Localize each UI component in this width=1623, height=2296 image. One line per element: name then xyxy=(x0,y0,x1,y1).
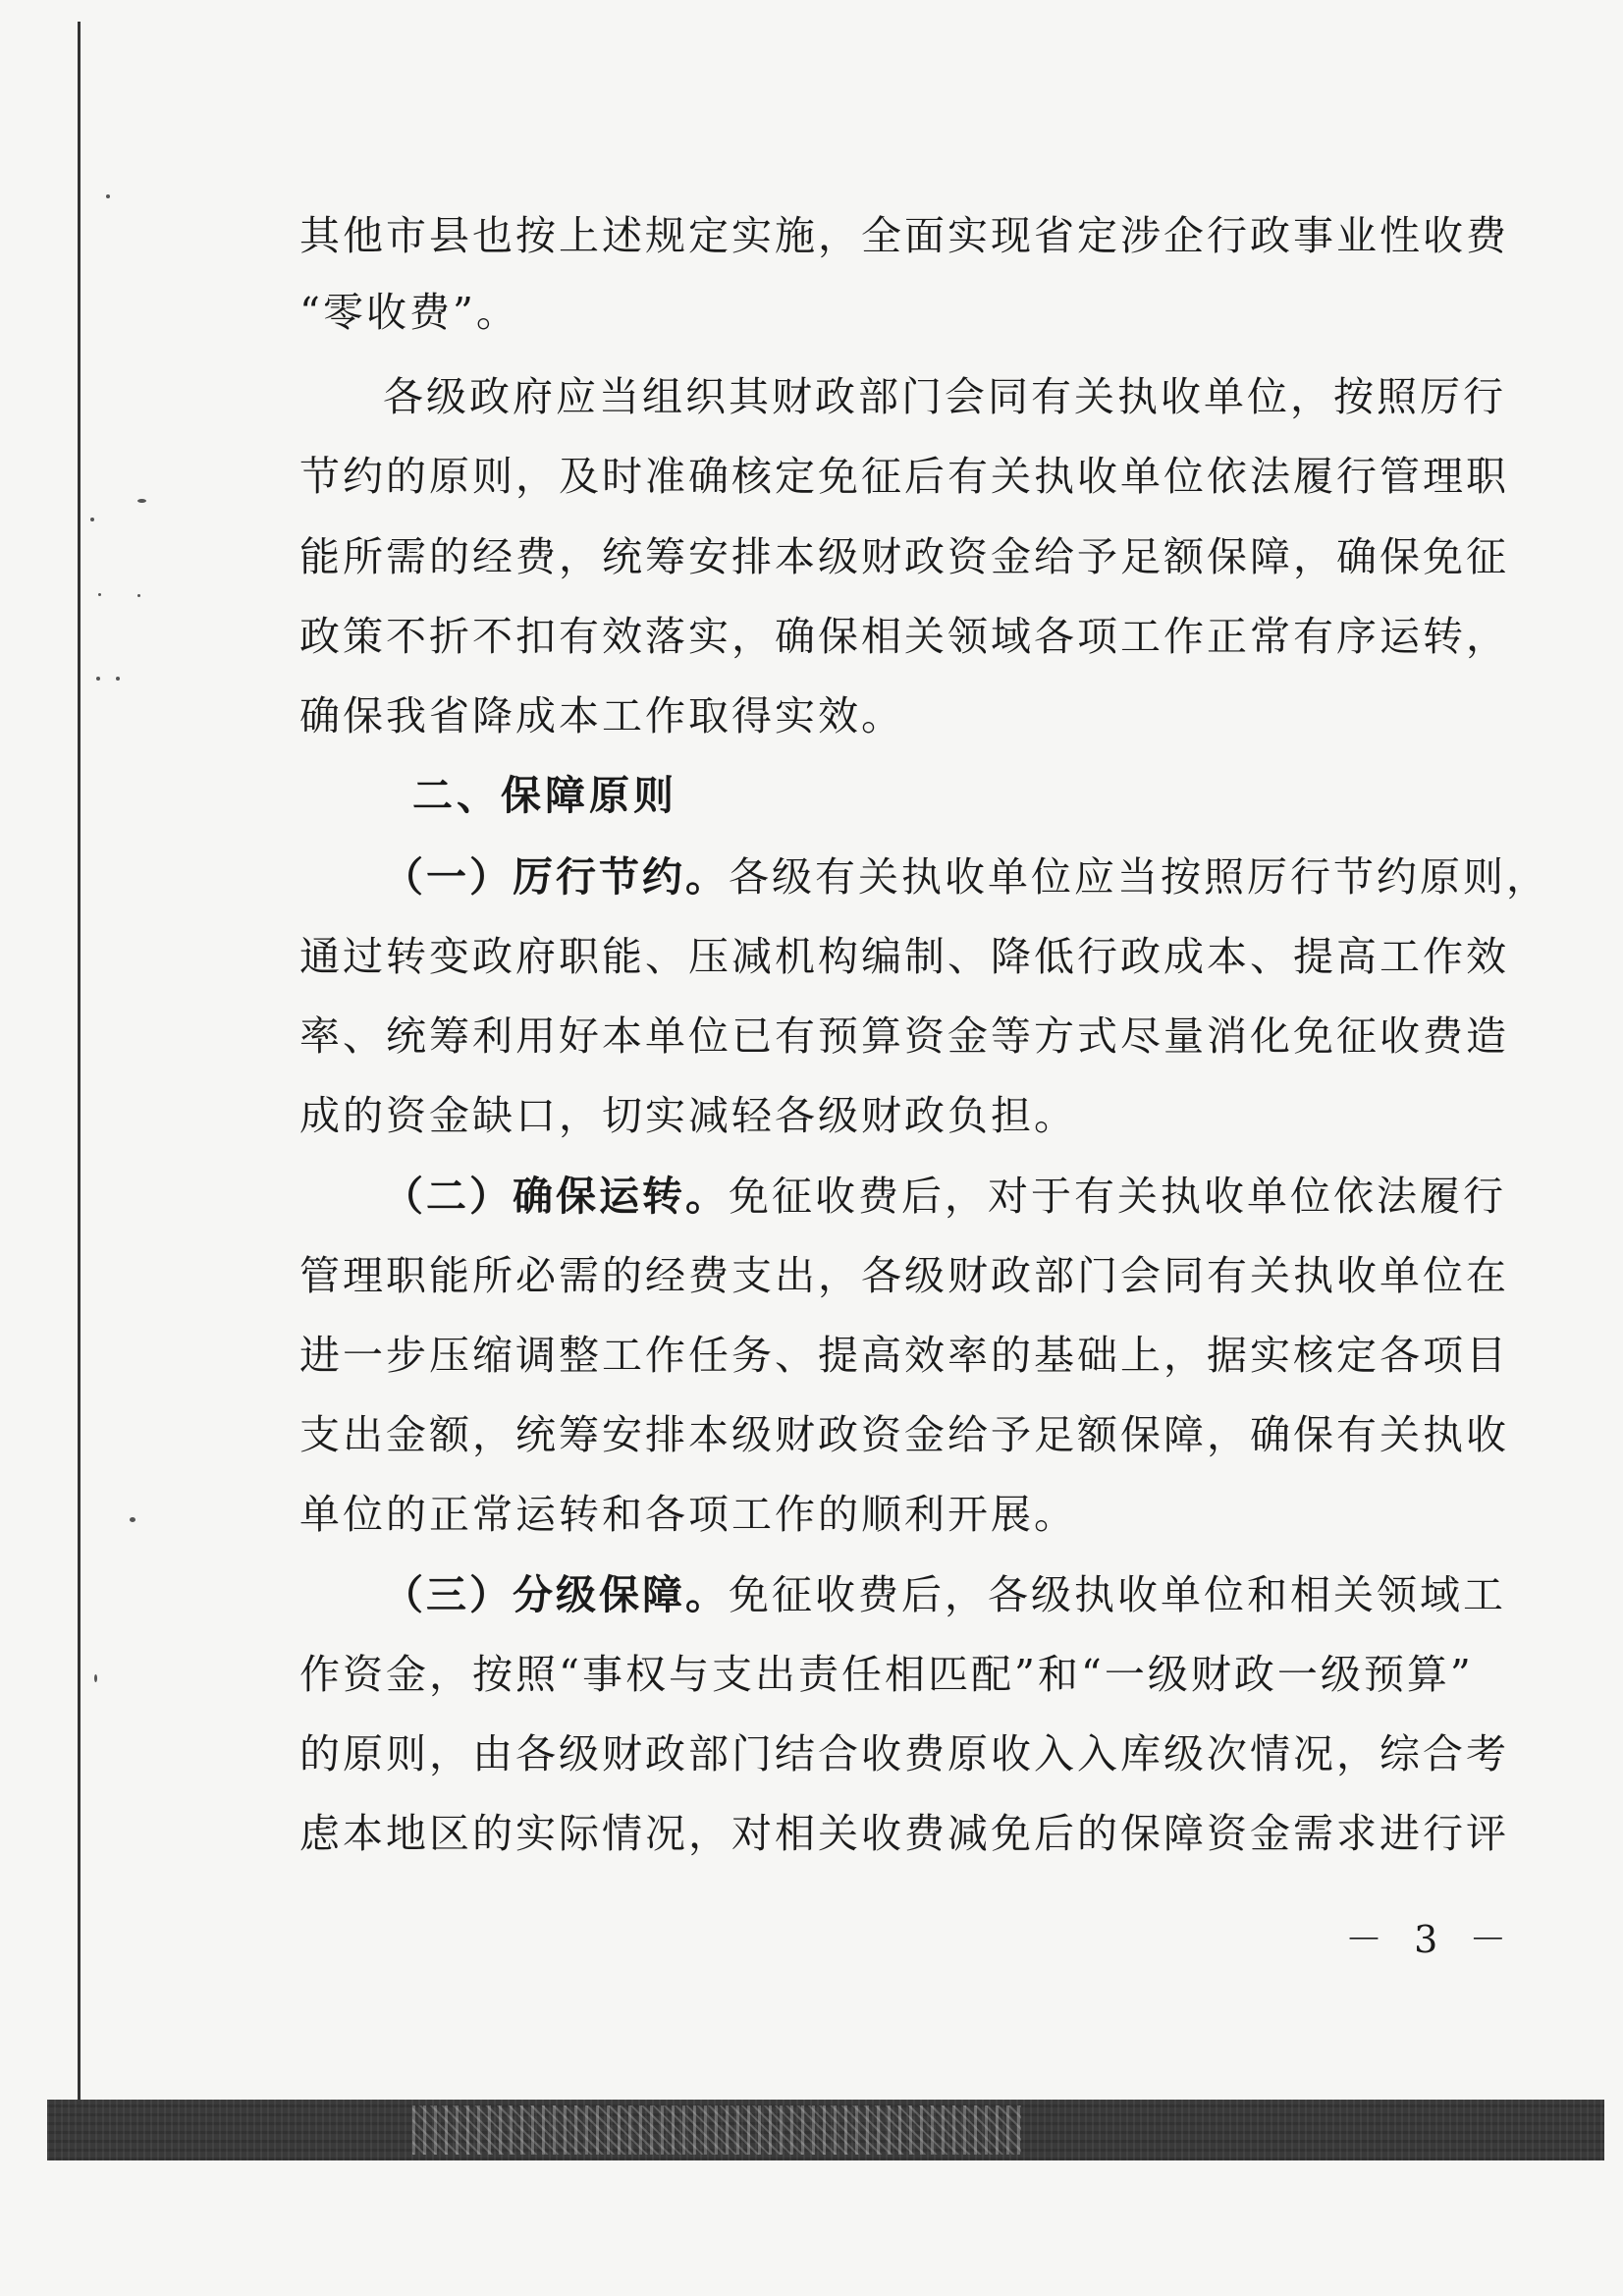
text-content: 作资金，按照“事权与支出责任相匹配”和“一级财政一级预算” xyxy=(299,1651,1474,1698)
text-content: 的原则，由各级财政部门结合收费原收入入库级次情况，综合考 xyxy=(299,1730,1509,1777)
text-line xyxy=(0,367,1623,426)
scan-artifact-noise xyxy=(412,2105,1021,2155)
scan-speck xyxy=(98,593,101,596)
text-line xyxy=(0,1565,1623,1624)
text-line xyxy=(0,686,1623,745)
text-content: 各级有关执收单位应当按照厉行节约原则， xyxy=(729,853,1549,901)
text-content: 二、保障原则 xyxy=(412,772,677,819)
text-line xyxy=(0,1086,1623,1145)
subsection-lead: （一）厉行节约。 xyxy=(383,853,729,901)
text-content: 节约的原则，及时准确核定免征后有关执收单位依法履行管理职 xyxy=(299,453,1509,500)
page-number: － 3 － xyxy=(1345,1918,1517,1961)
text-content: 通过转变政府职能、压减机构编制、降低行政成本、提高工作效 xyxy=(299,933,1509,980)
text-content: 单位的正常运转和各项工作的顺利开展。 xyxy=(299,1491,1077,1538)
text-content: 各级政府应当组织其财政部门会同有关执收单位，按照厉行 xyxy=(383,373,1506,420)
text-content: 进一步压缩调整工作任务、提高效率的基础上，据实核定各项目 xyxy=(299,1332,1509,1379)
text-line xyxy=(0,1645,1623,1704)
section-heading xyxy=(0,766,1623,825)
text-line xyxy=(0,927,1623,986)
text-line xyxy=(0,1485,1623,1544)
text-content: 确保我省降成本工作取得实效。 xyxy=(299,692,904,739)
text-content: 虑本地区的实际情况，对相关收费减免后的保障资金需求进行评 xyxy=(299,1810,1509,1857)
text-line xyxy=(0,607,1623,666)
text-line xyxy=(0,847,1623,906)
text-line xyxy=(0,1007,1623,1066)
text-content: 政策不折不扣有效落实，确保相关领域各项工作正常有序运转， xyxy=(299,613,1509,660)
text-content: 其他市县也按上述规定实施，全面实现省定涉企行政事业性收费 xyxy=(299,212,1509,259)
text-content: 率、统筹利用好本单位已有预算资金等方式尽量消化免征收费造 xyxy=(299,1012,1509,1060)
text-line xyxy=(0,527,1623,586)
text-line xyxy=(0,1246,1623,1305)
text-content: 免征收费后，各级执收单位和相关领域工 xyxy=(729,1571,1506,1618)
subsection-lead: （二）确保运转。 xyxy=(383,1173,729,1220)
text-line xyxy=(0,1167,1623,1226)
text-content: “零收费”。 xyxy=(299,289,519,336)
text-content: 能所需的经费，统筹安排本级财政资金给予足额保障，确保免征 xyxy=(299,533,1509,580)
scan-speck xyxy=(106,194,110,198)
text-line xyxy=(0,1724,1623,1783)
text-content: 支出金额，统筹安排本级财政资金给予足额保障，确保有关执收 xyxy=(299,1411,1509,1458)
scan-speck xyxy=(96,677,100,681)
scan-speck xyxy=(90,518,94,521)
text-line xyxy=(0,1804,1623,1863)
scan-speck xyxy=(137,594,140,597)
scan-speck xyxy=(116,677,120,681)
text-content: 免征收费后，对于有关执收单位依法履行 xyxy=(729,1173,1506,1220)
text-line xyxy=(0,447,1623,506)
subsection-lead: （三）分级保障。 xyxy=(383,1571,729,1618)
text-line xyxy=(0,1326,1623,1385)
text-line xyxy=(0,283,1623,342)
text-content: 管理职能所必需的经费支出，各级财政部门会同有关执收单位在 xyxy=(299,1252,1509,1299)
text-content: 成的资金缺口，切实减轻各级财政负担。 xyxy=(299,1092,1077,1139)
text-line xyxy=(0,206,1623,265)
text-line xyxy=(0,1405,1623,1464)
